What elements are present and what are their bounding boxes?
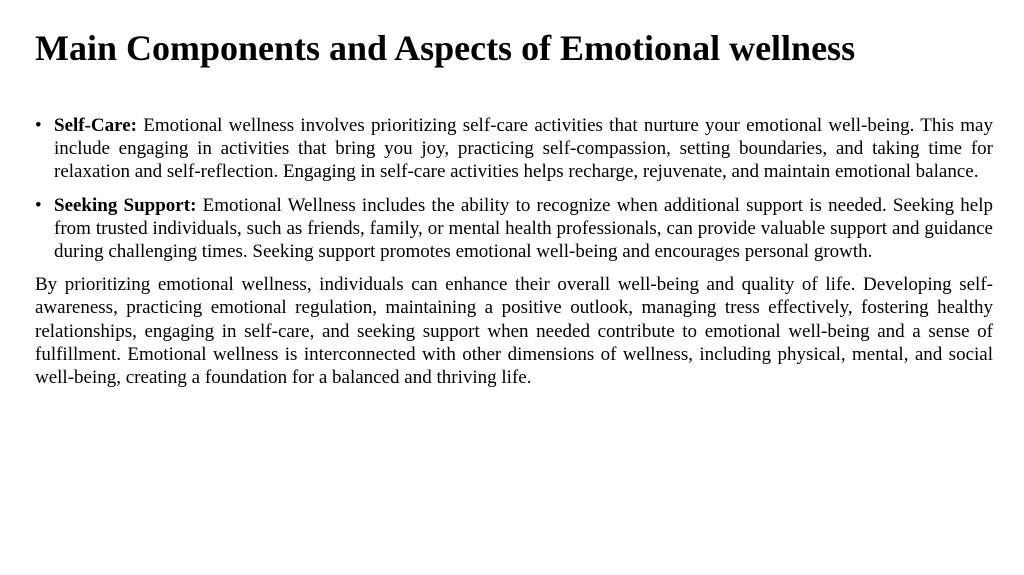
bullet-text: Emotional Wellness includes the ability to recognize when additional support is needed. Seeking help from trusted individuals, such as friends, family, or mental health professionals, can provide valuable support and guidance during challenging times. Seeking support promotes emotional well-being and encourages personal growth.	[54, 194, 993, 263]
slide-title: Main Components and Aspects of Emotional wellness	[35, 28, 856, 68]
summary-paragraph: By prioritizing emotional wellness, individuals can enhance their overall well-being and quality of life. Developing self-awareness, practicing emotional regulation, maintaining a positive outlook, managing tress effectively, fostering healthy relationships, engaging in self-care, and seeking support when needed contribute to emotional well-being and a sense of fulfillment. Emotional wellness is interconnected with other dimensions of wellness, including physical, mental, and social well-being, creating a foundation for a balanced and thriving life.	[35, 274, 993, 389]
bullet-marker: •	[35, 194, 42, 216]
bullet-label: Self-Care:	[54, 115, 144, 136]
bullet-list	[35, 114, 993, 263]
bullet-text: Emotional wellness involves prioritizing self-care activities that nurture your emotional well-being. This may include engaging in activities that bring you joy, practicing self-compassion, setting boundaries, and taking time for relaxation and self-reflection. Engaging in self-care activities helps recharge, rejuvenate, and maintain emotional balance.	[54, 115, 993, 183]
bullet-marker: •	[35, 115, 42, 136]
bullet-item-seeking-support	[35, 194, 993, 264]
bullet-item-self-care	[35, 114, 993, 184]
slide-body	[35, 114, 993, 389]
bullet-label: Seeking Support:	[54, 194, 203, 216]
